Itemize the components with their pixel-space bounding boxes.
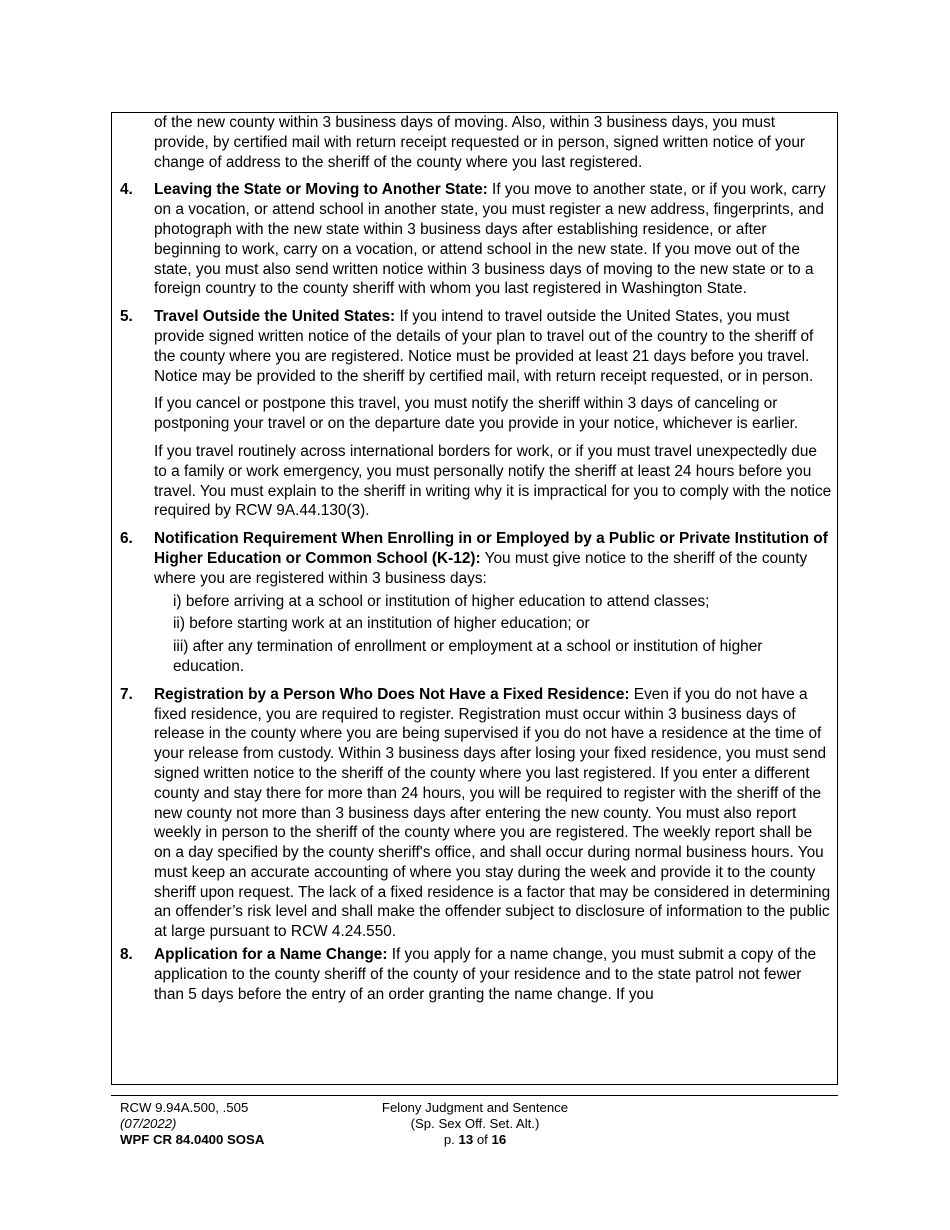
item-number: 5.: [120, 308, 133, 326]
item-heading: Leaving the State or Moving to Another State:: [154, 181, 488, 199]
footer-rcw: RCW 9.94A.500, .505: [120, 1100, 249, 1115]
footer-title: Felony Judgment and Sentence: [381, 1100, 569, 1115]
footer-center: [340, 1100, 610, 1149]
item-5-emergency-paragraph: If you travel routinely across international borders for work, or if you must travel unexpectedly due to a family or work emergency, you must personally notify the sheriff at least 24 hours before you travel. You must explain to the sheriff in writing why it is impractical for you to comply with the notice required by RCW 9A.44.130(3).: [154, 442, 832, 520]
sublist-item: iii) after any termination of enrollment or employment at a school or institution of higher education.: [173, 638, 763, 675]
item-number: 4.: [120, 181, 133, 199]
footer-date: (07/2022): [120, 1116, 177, 1132]
item-7: [120, 685, 832, 942]
item-heading: Registration by a Person Who Does Not Have a Fixed Residence:: [154, 685, 630, 703]
item-4: [120, 180, 832, 299]
item-6: [120, 529, 832, 588]
footer-divider: [111, 1095, 838, 1096]
item-6-sublist: [120, 592, 832, 677]
sublist-item: i) before arriving at a school or institution of higher education to attend classes;: [173, 592, 710, 610]
item-5-cancel-paragraph: If you cancel or postpone this travel, you must notify the sheriff within 3 days of canceling or postponing your travel or on the departure date you provide in your notice, whichever is earlier.: [154, 395, 799, 433]
sublist-item: ii) before starting work at an institution of higher education; or: [173, 615, 590, 633]
item-body: If you move to another state, or if you work, carry on a vocation, or attend school in another state, you must register a new address, fingerprints, and photograph with the new state within 3 business days after establishing residence, or after beginning to work, carry on a vocation, or attend school in the new state. If you move out of the state, you must also send written notice within 3 business days of moving to the new state or to a foreign country to the county sheriff with whom you last registered in Washington State.: [154, 181, 826, 298]
item-heading: Travel Outside the United States:: [154, 308, 396, 326]
item-heading: Application for a Name Change:: [154, 946, 388, 964]
item-body: If you intend to travel outside the United States, you must provide signed written notice of the details of your plan to travel out of the country to the sheriff of the county where you are registered. Notice must be provided at least 21 days before you travel. Notice may be provided to the sheriff by certified mail, with return receipt requested, or in person.: [154, 308, 814, 385]
item-number: 8.: [120, 946, 133, 964]
page-prefix: p.: [443, 1132, 455, 1148]
document-body: [120, 113, 832, 1004]
item-8: [120, 945, 832, 1004]
page-number: [340, 1132, 610, 1148]
page-total: 16: [491, 1132, 507, 1148]
footer-left: [120, 1100, 264, 1149]
footer-form-id: WPF CR 84.0400 SOSA: [120, 1132, 265, 1148]
page-current: 13: [458, 1132, 474, 1148]
item-heading: Notification Requirement When Enrolling in or Employed by a Public or Private Institution of Higher Education or Common School (K-12):: [154, 530, 828, 567]
item-body: If you apply for a name change, you must submit a copy of the application to the county sheriff of the county of your residence and to the state patrol not fewer than 5 days before the entry of an order granting the name change. If you: [154, 946, 817, 1003]
item-number: 6.: [120, 530, 133, 548]
page-of: of: [476, 1132, 488, 1148]
continuation-paragraph: of the new county within 3 business days of moving. Also, within 3 business days, you must provide, by certified mail with return receipt requested or in person, signed written notice of your change of address to the sheriff of the county where you last registered.: [154, 114, 806, 171]
item-number: 7.: [120, 685, 133, 703]
item-5: [120, 307, 832, 386]
footer-subtitle: (Sp. Sex Off. Set. Alt.): [410, 1116, 540, 1132]
item-body: You must give notice to the sheriff of the county where you are registered within 3 business days:: [154, 549, 808, 587]
item-body: Even if you do not have a fixed residence, you are required to register. Registration must occur within 3 business days of release in the county where you are being supervised if you do not have a residence at the time of your release from custody. Within 3 business days after losing your fixed residence, you must send signed written notice to the sheriff of the county where you last registered. If you enter a different county and stay there for more than 24 hours, you will be required to register with the sheriff of the new county not more than 3 business days after entering the new county. You must also report weekly in person to the sheriff of the county where you are registered. The weekly report shall be on a day specified by the county sheriff's office, and shall occur during normal business hours. You must keep an accurate accounting of where you stay during the week and provide it to the county sheriff upon request. The lack of a fixed residence is a factor that may be considered in determining an offender’s risk level and shall make the offender subject to disclosure of information to the public at large pursuant to RCW 4.24.550.: [154, 685, 831, 941]
